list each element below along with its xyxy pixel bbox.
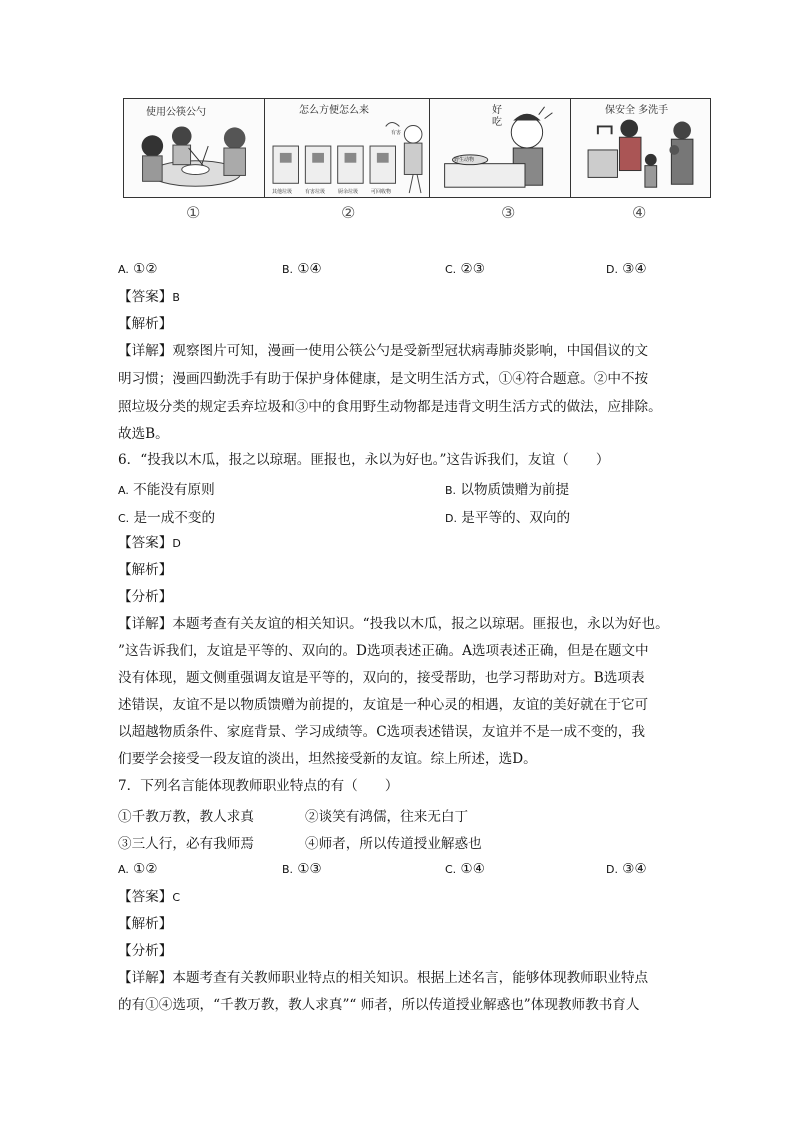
comic-strip bbox=[123, 98, 711, 198]
panel-4-caption: 保安全 多洗手 bbox=[605, 105, 669, 116]
q6-option-a: A. 不能没有原则 bbox=[118, 482, 215, 498]
comic-panel-2 bbox=[265, 99, 430, 197]
q5-option-c: C. ②③ bbox=[445, 261, 485, 277]
comic-panel-4 bbox=[571, 99, 710, 197]
panel-number-2: ② bbox=[341, 203, 356, 222]
q6-answer: 【答案】D bbox=[118, 535, 181, 551]
bin-label-3: 厨余垃圾 bbox=[338, 189, 359, 195]
bin-label-2: 有害垃圾 bbox=[305, 189, 326, 195]
q7-option-b: B. ①③ bbox=[282, 861, 322, 877]
panel-number-4: ④ bbox=[632, 203, 647, 222]
q5-answer: 【答案】B bbox=[118, 289, 180, 305]
panel-2-caption: 怎么方便怎么来 bbox=[299, 105, 369, 116]
q7-stem: 7．下列名言能体现教师职业特点的有（ ） bbox=[118, 778, 399, 794]
q5-option-b: B. ①④ bbox=[282, 261, 322, 277]
q5-analysis-label: 【解析】 bbox=[118, 316, 173, 332]
q5-detail-line-1: 【详解】观察图片可知，漫画一使用公筷公勺是受新型冠状病毒肺炎影响，中国倡议的文 bbox=[118, 343, 649, 359]
handwashing-illustration bbox=[571, 99, 710, 197]
garbage-bins-illustration bbox=[265, 99, 429, 197]
q5-option-a: A. ①② bbox=[118, 261, 158, 277]
q6-detail-line-1: 【详解】本题考查有关友谊的相关知识。“投我以木瓜，报之以琼琚。匪报也，永以为好也。 bbox=[118, 616, 669, 632]
q6-fenxi-label: 【分析】 bbox=[118, 589, 173, 605]
family-dinner-illustration bbox=[124, 99, 264, 197]
q5-detail-line-4: 故选B。 bbox=[118, 426, 169, 442]
q7-item-2: ②谈笑有鸿儒，往来无白丁 bbox=[305, 809, 469, 825]
q6-option-d: D. 是平等的、双向的 bbox=[445, 510, 571, 526]
q6-analysis-label: 【解析】 bbox=[118, 562, 173, 578]
comic-panel-1 bbox=[124, 99, 265, 197]
q7-fenxi-label: 【分析】 bbox=[118, 943, 173, 959]
bin-label-4: 可回收物 bbox=[371, 189, 392, 195]
q7-item-4: ④师者，所以传道授业解惑也 bbox=[305, 836, 482, 852]
q7-answer: 【答案】C bbox=[118, 889, 181, 905]
q6-option-b: B. 以物质馈赠为前提 bbox=[445, 482, 570, 498]
q5-detail-line-3: 照垃圾分类的规定丢弃垃圾和③中的食用野生动物都是违背文明生活方式的做法，应排除。 bbox=[118, 399, 662, 415]
q6-option-c: C. 是一成不变的 bbox=[118, 510, 216, 526]
q6-detail-line-6: 们要学会接受一段友谊的淡出，坦然接受新的友谊。综上所述，选D。 bbox=[118, 751, 537, 767]
q7-detail-line-1: 【详解】本题考查有关教师职业特点的相关知识。根据上述名言，能够体现教师职业特点 bbox=[118, 970, 649, 986]
q5-detail-line-2: 明习惯；漫画四勤洗手有助于保护身体健康，是文明生活方式，①④符合题意。②中不按 bbox=[118, 371, 649, 387]
q7-item-3: ③三人行，必有我师焉 bbox=[118, 836, 254, 852]
q7-analysis-label: 【解析】 bbox=[118, 916, 173, 932]
q6-detail-line-5: 以超越物质条件、家庭背景、学习成绩等。C选项表述错误，友谊并不是一成不变的，我 bbox=[118, 724, 645, 740]
q6-detail-line-3: 没有体现，题文侧重强调友谊是平等的，双向的，接受帮助，也学习帮助对方。B选项表 bbox=[118, 670, 645, 686]
q6-stem: 6．“投我以木瓜，报之以琼琚。匪报也，永以为好也。”这告诉我们，友谊（ ） bbox=[118, 452, 610, 468]
q7-detail-line-2: 的有①④选项，“千教万教，教人求真”“ 师者，所以传道授业解惑也”体现教师教书育人 bbox=[118, 997, 640, 1013]
bin-label-1: 其他垃圾 bbox=[272, 189, 293, 195]
q5-option-d: D. ③④ bbox=[606, 261, 647, 277]
q7-item-1: ①千教万教，教人求真 bbox=[118, 809, 254, 825]
panel-1-caption: 使用公筷公勺 bbox=[146, 107, 206, 118]
q7-option-d: D. ③④ bbox=[606, 861, 647, 877]
panel-number-3: ③ bbox=[501, 203, 516, 222]
wildlife-sign: 野生动物 bbox=[454, 157, 475, 163]
q6-detail-line-4: 述错误，友谊不是以物质馈赠为前提的，友谊是一种心灵的相遇，友谊的美好就在于它可 bbox=[118, 697, 649, 713]
q7-option-a: A. ①② bbox=[118, 861, 158, 877]
panel-3-caption: 好吃 bbox=[492, 105, 502, 128]
comic-panel-3 bbox=[430, 99, 571, 197]
q6-detail-line-2: ”这告诉我们，友谊是平等的、双向的。D选项表述正确。A选项表述正确，但是在题文中 bbox=[118, 643, 649, 659]
eating-wildlife-illustration bbox=[430, 99, 570, 197]
panel-number-1: ① bbox=[186, 203, 201, 222]
trash-bag-label: 有害 bbox=[391, 130, 402, 136]
q7-option-c: C. ①④ bbox=[445, 861, 485, 877]
